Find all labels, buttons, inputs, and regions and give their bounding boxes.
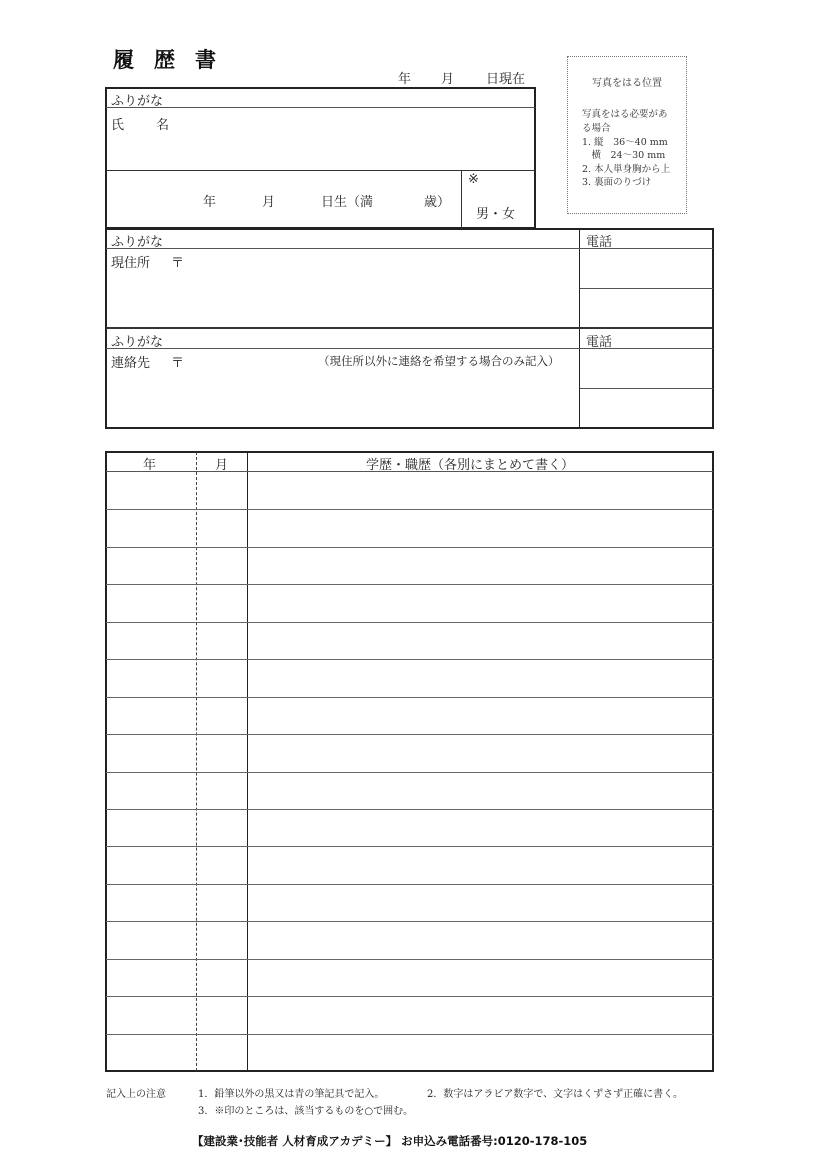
history-month-cell[interactable] xyxy=(199,736,245,769)
history-detail-cell[interactable] xyxy=(251,736,711,769)
title-char: 書 xyxy=(195,48,216,72)
history-month-cell[interactable] xyxy=(199,998,245,1031)
row-divider xyxy=(106,1034,713,1035)
divider xyxy=(106,170,535,171)
history-detail-cell[interactable] xyxy=(251,511,711,544)
page-title xyxy=(113,44,236,74)
history-detail-cell[interactable] xyxy=(251,661,711,694)
history-month-cell[interactable] xyxy=(199,1036,245,1069)
history-year-cell[interactable] xyxy=(108,511,194,544)
history-year-cell[interactable] xyxy=(108,474,194,507)
history-month-cell[interactable] xyxy=(199,774,245,807)
history-month-cell[interactable] xyxy=(199,549,245,582)
history-year-cell[interactable] xyxy=(108,774,194,807)
history-month-cell[interactable] xyxy=(199,511,245,544)
row-divider xyxy=(106,697,713,698)
row-divider xyxy=(106,772,713,773)
history-year-cell[interactable] xyxy=(108,699,194,732)
history-year-cell[interactable] xyxy=(108,886,194,919)
note-item-3: 3．※印のところは、該当するものを○で囲む。 xyxy=(198,1106,414,1117)
address-field[interactable] xyxy=(186,251,576,325)
column-header-month: 月 xyxy=(215,458,229,473)
history-month-cell[interactable] xyxy=(199,848,245,881)
history-month-cell[interactable] xyxy=(199,661,245,694)
row-divider xyxy=(106,809,713,810)
contact-label: 連絡先 xyxy=(111,356,151,371)
contact-note: （現住所以外に連絡を希望する場合のみ記入） xyxy=(318,354,560,368)
row-divider xyxy=(106,959,713,960)
history-month-cell[interactable] xyxy=(199,624,245,657)
contact-furigana-field[interactable] xyxy=(170,330,575,347)
divider xyxy=(106,107,535,108)
history-year-cell[interactable] xyxy=(108,736,194,769)
address-phone-label: 電話 xyxy=(586,235,613,250)
history-detail-cell[interactable] xyxy=(251,586,711,619)
row-divider xyxy=(106,509,713,510)
history-detail-cell[interactable] xyxy=(251,699,711,732)
column-header-year: 年 xyxy=(143,458,157,473)
history-year-cell[interactable] xyxy=(108,1036,194,1069)
name-field[interactable] xyxy=(180,110,530,168)
notes-label: 記入上の注意 xyxy=(106,1089,166,1100)
row-divider xyxy=(106,846,713,847)
birth-year-label: 年 xyxy=(203,195,217,210)
birth-month-label: 月 xyxy=(262,195,276,210)
address-furigana-label: ふりがな xyxy=(111,235,164,250)
row-divider xyxy=(106,921,713,922)
note-item-1: 1．鉛筆以外の黒又は青の筆記具で記入。 xyxy=(198,1089,385,1100)
photo-box-line: 横 24～30 mm xyxy=(582,150,666,161)
history-month-cell[interactable] xyxy=(199,811,245,844)
history-month-cell[interactable] xyxy=(199,474,245,507)
contact-furigana-label: ふりがな xyxy=(111,335,164,350)
history-detail-cell[interactable] xyxy=(251,811,711,844)
contact-phone-field-1[interactable] xyxy=(582,350,711,386)
history-detail-cell[interactable] xyxy=(251,886,711,919)
row-divider xyxy=(106,996,713,997)
row-divider xyxy=(106,659,713,660)
row-divider xyxy=(106,734,713,735)
photo-box-line: 3. 裏面のりづけ xyxy=(582,177,652,188)
history-year-cell[interactable] xyxy=(108,624,194,657)
as-of-day-label: 日現在 xyxy=(486,72,526,87)
history-detail-cell[interactable] xyxy=(251,961,711,994)
note-item-2: 2．数字はアラビア数字で、文字はくずさず正確に書く。 xyxy=(427,1089,683,1100)
history-year-cell[interactable] xyxy=(108,848,194,881)
row-divider xyxy=(106,547,713,548)
address-label: 現住所 xyxy=(111,256,151,271)
divider xyxy=(580,288,713,289)
photo-box-line: る場合 xyxy=(582,123,611,134)
photo-box-line: 2. 本人単身胸から上 xyxy=(582,164,671,175)
title-char: 履 xyxy=(113,48,134,72)
birth-day-label: 日生（満 xyxy=(321,195,374,210)
name-furigana-field[interactable] xyxy=(170,89,530,106)
address-phone-field-2[interactable] xyxy=(582,290,711,325)
divider xyxy=(106,327,713,329)
footer-contact-info: 【建設業･技能者 人材育成アカデミー】 お申込み電話番号:0120-178-105 xyxy=(192,1134,588,1148)
divider xyxy=(106,348,713,349)
age-label: 歳） xyxy=(424,195,451,210)
history-year-cell[interactable] xyxy=(108,961,194,994)
history-month-cell[interactable] xyxy=(199,586,245,619)
name-label-1: 氏 xyxy=(111,118,125,133)
name-label-2: 名 xyxy=(156,118,170,133)
as-of-year-label: 年 xyxy=(398,72,412,87)
photo-placement-box[interactable] xyxy=(567,56,687,214)
history-month-cell[interactable] xyxy=(199,923,245,956)
contact-field[interactable] xyxy=(186,370,576,425)
gender-mark: ※ xyxy=(468,172,479,187)
history-detail-cell[interactable] xyxy=(251,848,711,881)
history-detail-cell[interactable] xyxy=(251,474,711,507)
history-year-cell[interactable] xyxy=(108,998,194,1031)
photo-box-line: 1. 縦 36～40 mm xyxy=(582,137,668,148)
history-detail-cell[interactable] xyxy=(251,923,711,956)
history-month-cell[interactable] xyxy=(199,886,245,919)
address-furigana-field[interactable] xyxy=(170,230,575,247)
as-of-month-label: 月 xyxy=(441,72,455,87)
column-header-history: 学歴・職歴（各別にまとめて書く） xyxy=(366,458,575,473)
photo-box-title: 写真をはる位置 xyxy=(592,78,662,89)
history-month-cell[interactable] xyxy=(199,961,245,994)
title-char: 歴 xyxy=(154,48,175,72)
history-detail-cell[interactable] xyxy=(251,624,711,657)
postal-mark-icon: 〒 xyxy=(171,356,185,371)
history-year-cell[interactable] xyxy=(108,661,194,694)
photo-box-line: 写真をはる必要があ xyxy=(582,109,668,120)
birthdate-field[interactable] xyxy=(110,174,458,224)
name-furigana-label: ふりがな xyxy=(111,94,164,109)
history-detail-cell[interactable] xyxy=(251,774,711,807)
row-divider xyxy=(106,884,713,885)
gender-options[interactable]: 男・女 xyxy=(476,207,516,222)
history-year-cell[interactable] xyxy=(108,811,194,844)
contact-phone-label: 電話 xyxy=(586,335,613,350)
history-detail-cell[interactable] xyxy=(251,549,711,582)
row-divider xyxy=(106,622,713,623)
history-year-cell[interactable] xyxy=(108,586,194,619)
history-detail-cell[interactable] xyxy=(251,998,711,1031)
address-phone-field-1[interactable] xyxy=(582,250,711,286)
history-detail-cell[interactable] xyxy=(251,1036,711,1069)
divider xyxy=(461,171,462,228)
contact-phone-field-2[interactable] xyxy=(582,390,711,426)
history-year-cell[interactable] xyxy=(108,923,194,956)
divider xyxy=(580,388,713,389)
history-month-cell[interactable] xyxy=(199,699,245,732)
row-divider xyxy=(106,584,713,585)
history-year-cell[interactable] xyxy=(108,549,194,582)
divider xyxy=(247,452,248,1071)
year-month-divider xyxy=(196,452,197,1071)
divider xyxy=(106,248,713,249)
postal-mark-icon: 〒 xyxy=(171,256,185,271)
